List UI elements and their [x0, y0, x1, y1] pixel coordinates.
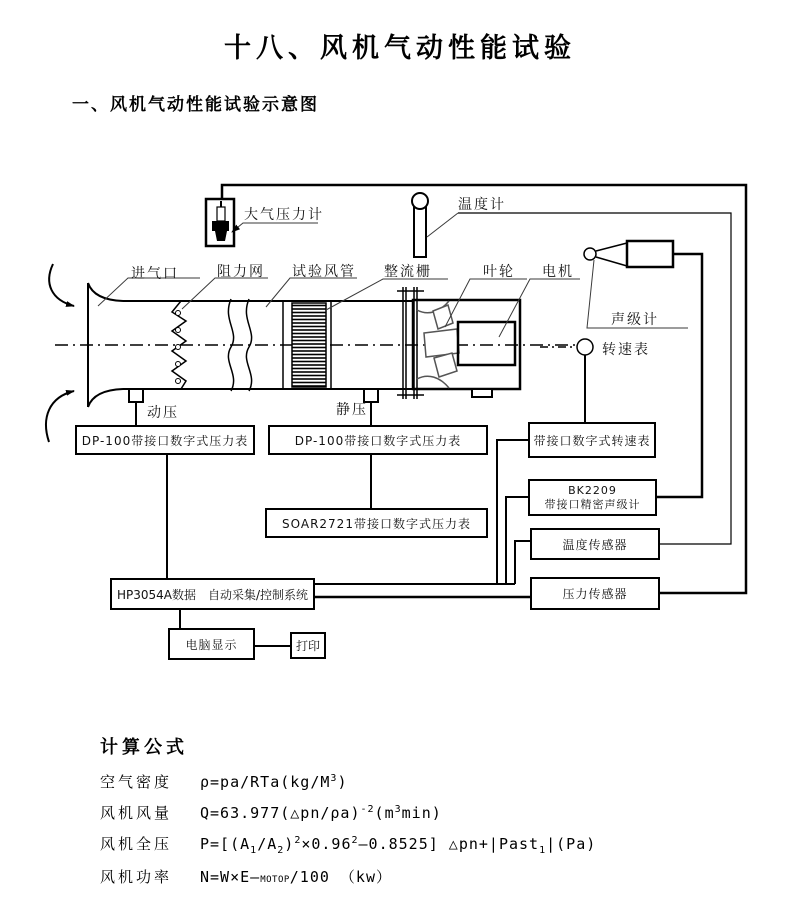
label-barometer: 大气压力计 [244, 207, 324, 223]
formula-expression: $Q=63.977(\triangle pn/\rho a)^{-2}(m^3\min)$ [200, 804, 442, 822]
box-bk2209-sound-level-meter [528, 479, 657, 516]
formula-expression: $P=[(A_1/A_2)^2\times 0.96^2—0.8525]$ △pn+|Past$_1$|(Pa) [200, 835, 597, 856]
label-dynamic-pressure: 动压 [147, 405, 179, 421]
tachometer-probe-icon [540, 339, 593, 355]
flange-joint [397, 287, 424, 399]
formulas-section [100, 733, 596, 897]
box-soar2721: SOAR2721带接口数字式压力表 [265, 508, 488, 538]
housing-foot [472, 389, 492, 397]
box-dp100-dynamic: DP-100带接口数字式压力表 [75, 425, 255, 455]
label-static-pressure: 静压 [336, 402, 368, 418]
box-digital-tachometer: 带接口数字式转速表 [528, 422, 656, 458]
label-rectifier-grid: 整流栅 [384, 264, 432, 280]
rectifier-grid-block [292, 303, 326, 387]
label-thermometer: 温度计 [458, 197, 506, 213]
impeller-blades [424, 305, 459, 377]
thermometer-icon [412, 193, 428, 257]
box-print: 打印 [290, 632, 326, 659]
box-pressure-sensor: 压力传感器 [530, 577, 660, 610]
fan-housing [413, 300, 520, 397]
box-hp3054a-system: HP3054A数据 自动采集/控制系统 [110, 578, 315, 610]
box-dp100-static: DP-100带接口数字式压力表 [268, 425, 488, 455]
formula-label: 空气密度 [100, 773, 173, 791]
formula-label: 风机全压 [100, 835, 173, 853]
section-heading: 一、风机气动性能试验示意图 [72, 95, 319, 115]
airflow-arrow-icons [46, 264, 74, 442]
motor-body [458, 322, 515, 365]
label-impeller: 叶轮 [483, 264, 515, 280]
box-bk2209-desc: 带接口精密声级计 [544, 497, 641, 511]
formula-label: 风机功率 [100, 868, 173, 886]
label-inlet: 进气口 [131, 266, 179, 282]
formula-row-air-density [100, 771, 596, 792]
label-resistance-net: 阻力网 [217, 264, 265, 280]
formula-row-total-pressure [100, 833, 596, 856]
box-temperature-sensor: 温度传感器 [530, 528, 660, 560]
page-title: 十八、风机气动性能试验 [224, 33, 576, 64]
box-bk2209-model: BK2209 [568, 483, 617, 497]
label-tachometer: 转速表 [602, 342, 650, 358]
label-sound-level-meter: 声级计 [611, 312, 659, 328]
label-test-duct: 试验风管 [292, 264, 356, 280]
microphone-icon [584, 241, 673, 267]
barometer-icon [206, 199, 234, 246]
label-motor: 电机 [542, 264, 574, 280]
formula-label: 风机风量 [100, 804, 173, 822]
box-computer-display: 电脑显示 [168, 628, 255, 660]
formula-row-power [100, 866, 596, 887]
formulas-heading: 计算公式 [100, 737, 188, 758]
formula-expression: $\rho=pa/RTa(kg/M^3)$ [200, 773, 348, 791]
formula-expression: N=W×E—MOTOP/100 （kw） [200, 868, 392, 886]
formula-row-air-volume [100, 802, 596, 823]
